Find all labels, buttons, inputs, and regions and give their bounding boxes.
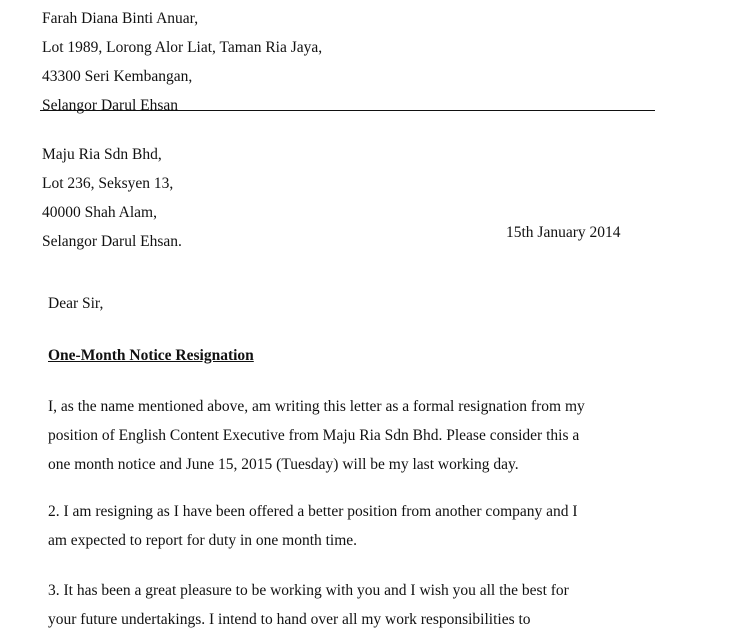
paragraph-line: 2. I am resigning as I have been offered a better position from another company and I <box>48 503 578 520</box>
paragraph-line: position of English Content Executive from Maju Ria Sdn Bhd. Please consider this a <box>48 427 580 444</box>
paragraph-line: I, as the name mentioned above, am writing this letter as a formal resignation from my <box>48 398 585 415</box>
letter-date: 15th January 2014 <box>506 224 621 241</box>
paragraph-3 <box>48 576 688 634</box>
salutation: Dear Sir, <box>48 295 104 312</box>
recipient-company: Maju Ria Sdn Bhd, <box>42 146 162 163</box>
recipient-address-line: 40000 Shah Alam, <box>42 204 157 221</box>
sender-name: Farah Diana Binti Anuar, <box>42 10 199 27</box>
recipient-address-block <box>42 140 182 256</box>
subject-heading: One-Month Notice Resignation <box>48 347 254 364</box>
sender-address-line: Lot 1989, Lorong Alor Liat, Taman Ria Jaya, <box>42 39 323 56</box>
sender-address-line: 43300 Seri Kembangan, <box>42 68 193 85</box>
paragraph-line: am expected to report for duty in one month time. <box>48 532 358 549</box>
paragraph-line: your future undertakings. I intend to hand over all my work responsibilities to <box>48 611 531 628</box>
recipient-address-line: Selangor Darul Ehsan. <box>42 233 182 250</box>
paragraph-line: 3. It has been a great pleasure to be working with you and I wish you all the best for <box>48 582 569 599</box>
header-divider <box>40 110 655 111</box>
sender-address-block <box>42 4 322 120</box>
paragraph-1 <box>48 392 688 479</box>
paragraph-line: one month notice and June 15, 2015 (Tuesday) will be my last working day. <box>48 456 519 473</box>
paragraph-2 <box>48 497 688 555</box>
sender-address-line: Selangor Darul Ehsan <box>42 97 179 114</box>
recipient-address-line: Lot 236, Seksyen 13, <box>42 175 174 192</box>
